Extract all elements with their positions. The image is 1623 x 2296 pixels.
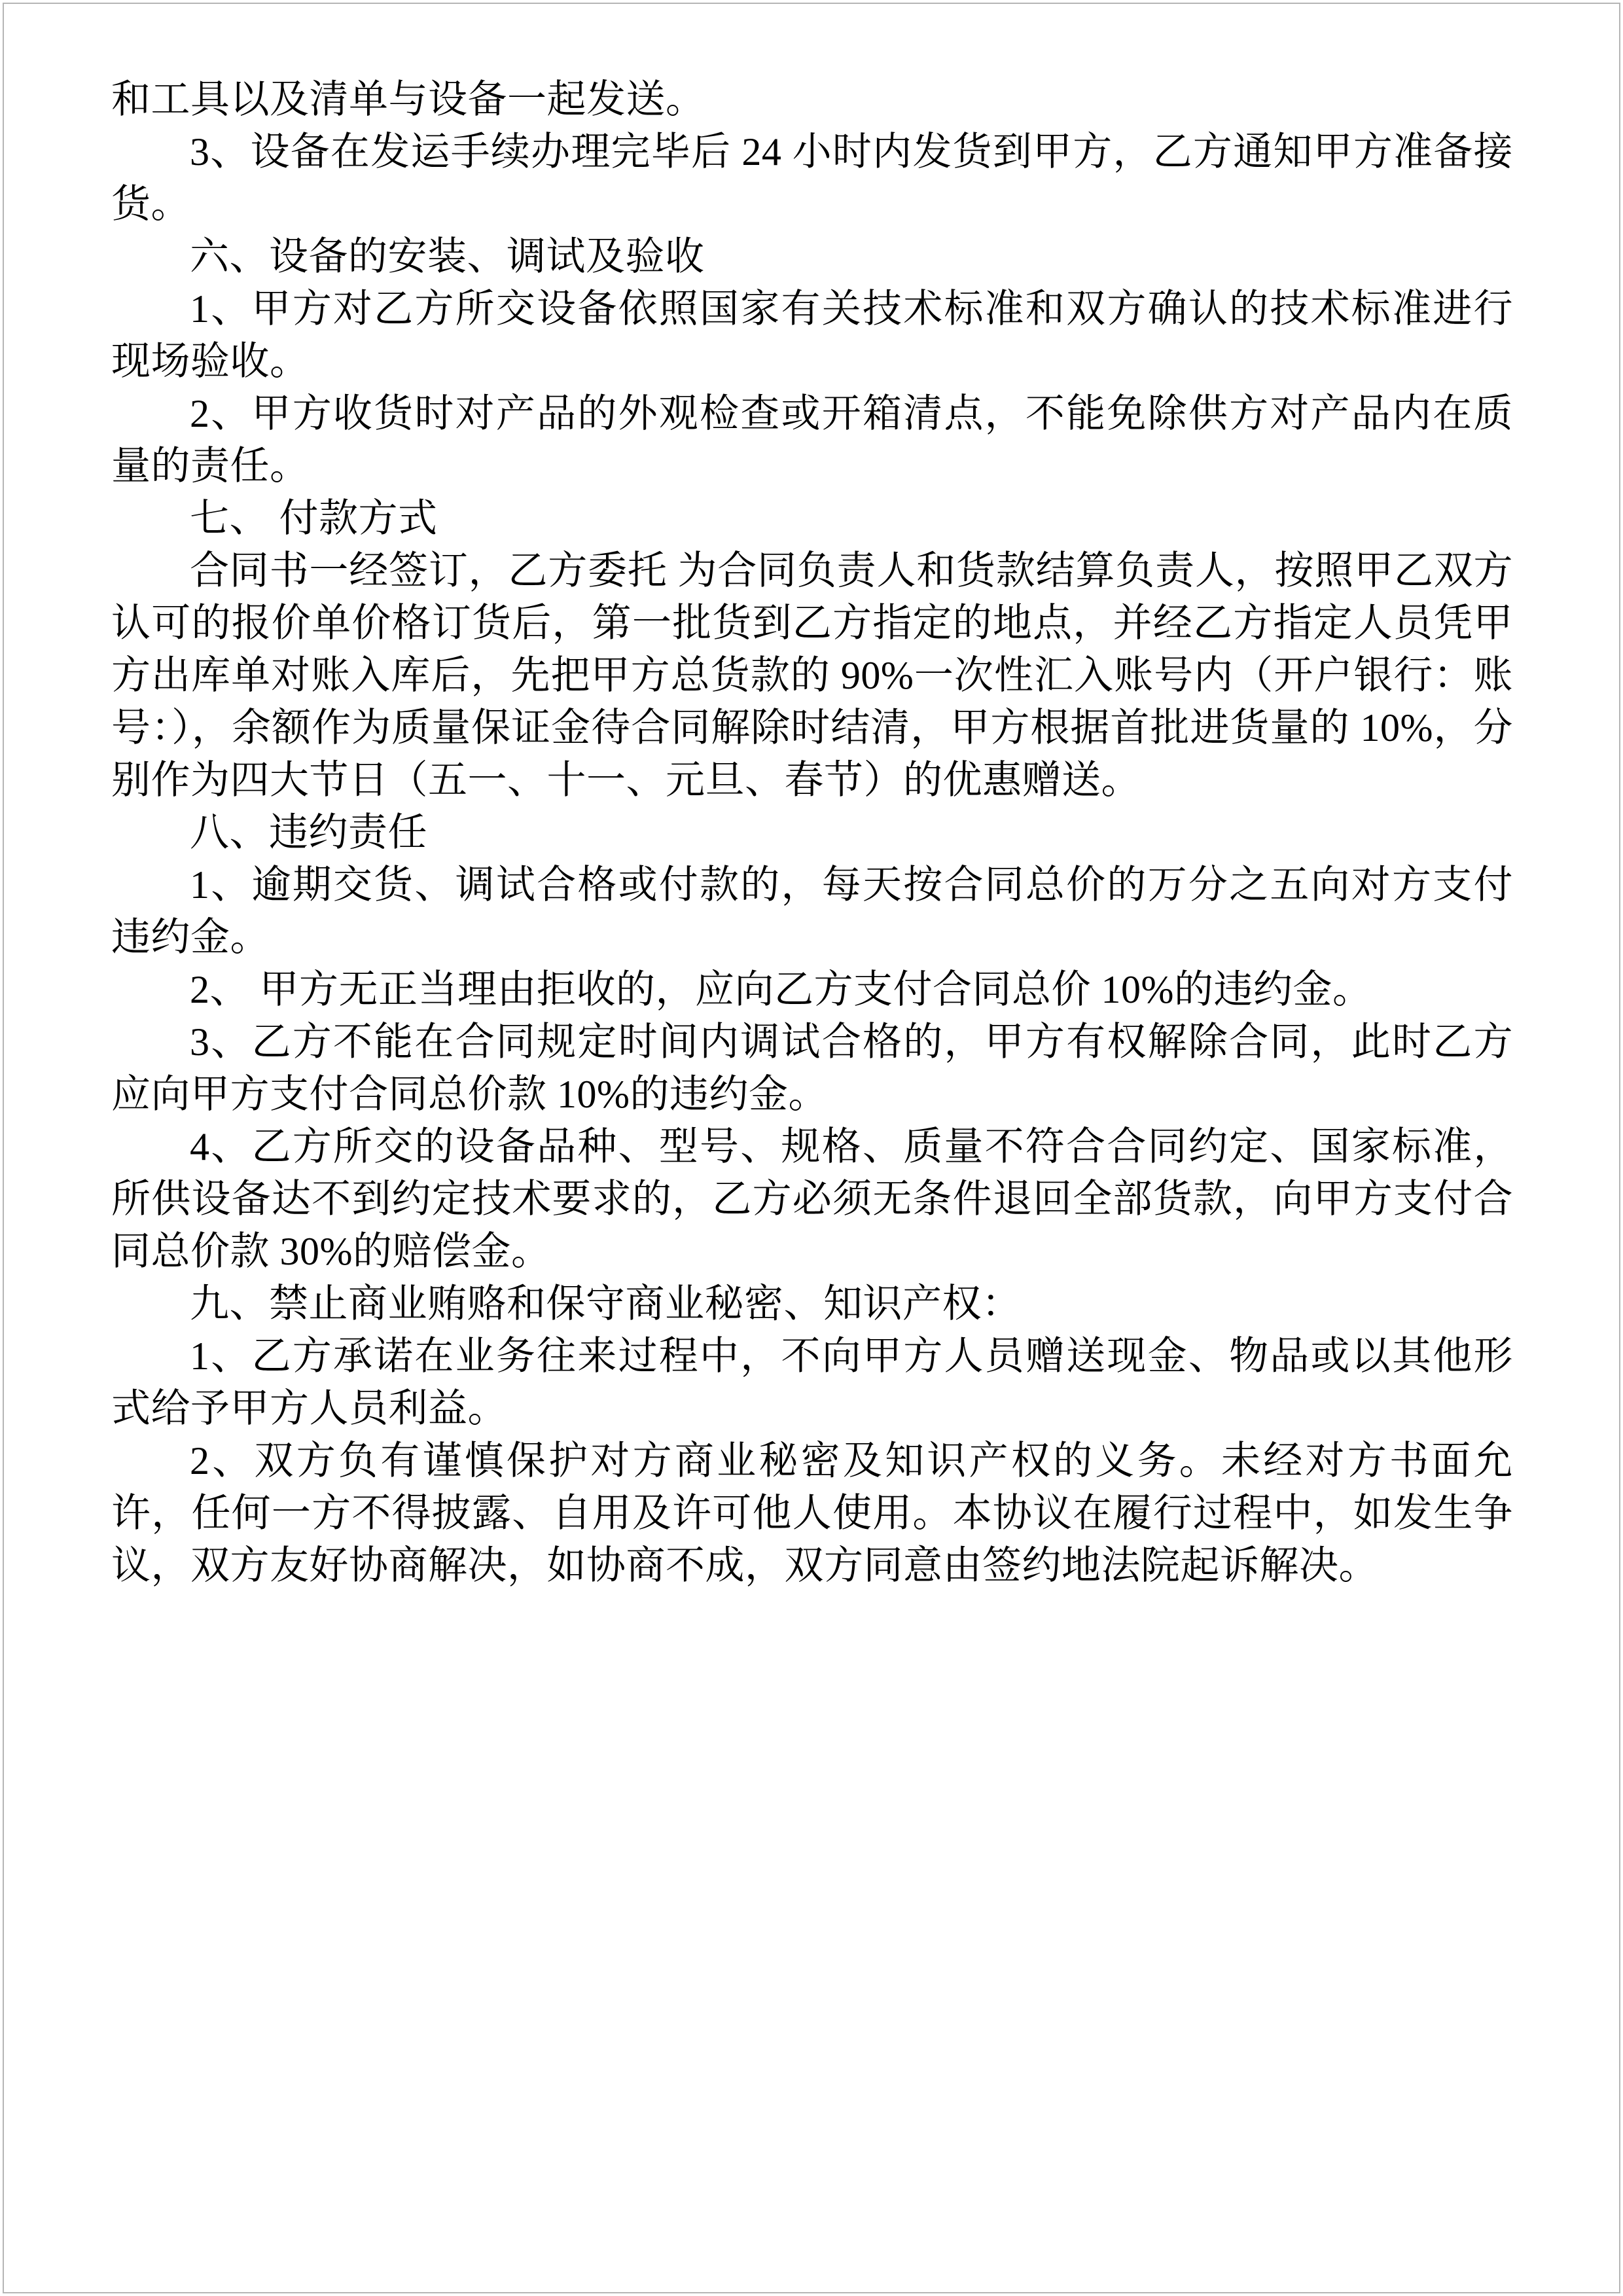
clause-5-item-3-shipping: 3、设备在发运手续办理完毕后 24 小时内发货到甲方，乙方通知甲方准备接货。 [111,130,1513,226]
clause-7-payment-terms: 合同书一经签订，乙方委托 为合同负责人和货款结算负责人，按照甲乙双方认可的报价单价格订货后，第一批货到乙方指定的地点，并经乙方指定人员凭甲方出库单对账入库后，先把甲方总货款的 90%一次性汇入账号内（开户银行：账号：），余额作为质量保证金待合同解除时结清，甲方根据首批进货量的 10%，分别作为四大节日（五一、十一、元旦、春节）的优惠赠送。 [111,549,1513,802]
heading-section-6-installation: 六、设备的安装、调试及验收 [190,235,705,278]
clause-8-item-1-overdue: 1、逾期交货、调试合格或付款的，每天按合同总价的万分之五向对方支付违约金。 [111,863,1513,959]
clause-8-item-4-nonconformance: 4、乙方所交的设备品种、型号、规格、质量不符合合同约定、国家标准，所供设备达不到约定技术要求的，乙方必须无条件退回全部货款，向甲方支付合同总价款 30%的赔偿金。 [111,1125,1513,1273]
clause-8-item-3-termination: 3、乙方不能在合同规定时间内调试合格的，甲方有权解除合同，此时乙方应向甲方支付合同总价款 10%的违约金。 [111,1020,1513,1116]
clause-9-item-2-secrets-disputes: 2、双方负有谨慎保护对方商业秘密及知识产权的义务。未经对方书面允许，任何一方不得披露、自用及许可他人使用。本协议在履行过程中，如发生争议，双方友好协商解决，如协商不成，双方同意由签约地法院起诉解决。 [111,1439,1513,1587]
clause-8-item-2-refusal: 2、 甲方无正当理由拒收的，应向乙方支付合同总价 10%的违约金。 [190,968,1372,1011]
clause-9-item-1-no-bribery: 1、乙方承诺在业务往来过程中，不向甲方人员赠送现金、物品或以其他形式给予甲方人员利益。 [111,1335,1513,1430]
heading-section-7-payment: 七、 付款方式 [190,497,438,540]
clause-6-item-2-inspection: 2、甲方收货时对产品的外观检查或开箱清点，不能免除供方对产品内在质量的责任。 [111,392,1513,488]
clause-6-item-1-acceptance: 1、甲方对乙方所交设备依照国家有关技术标准和双方确认的技术标准进行现场验收。 [111,287,1513,383]
paragraph-continuation-tools: 和工具以及清单与设备一起发送。 [111,78,705,121]
contract-body [111,73,1513,1592]
heading-section-9-confidentiality: 九、禁止商业贿赂和保守商业秘密、知识产权： [190,1282,1022,1325]
heading-section-8-breach: 八、违约责任 [190,811,427,854]
